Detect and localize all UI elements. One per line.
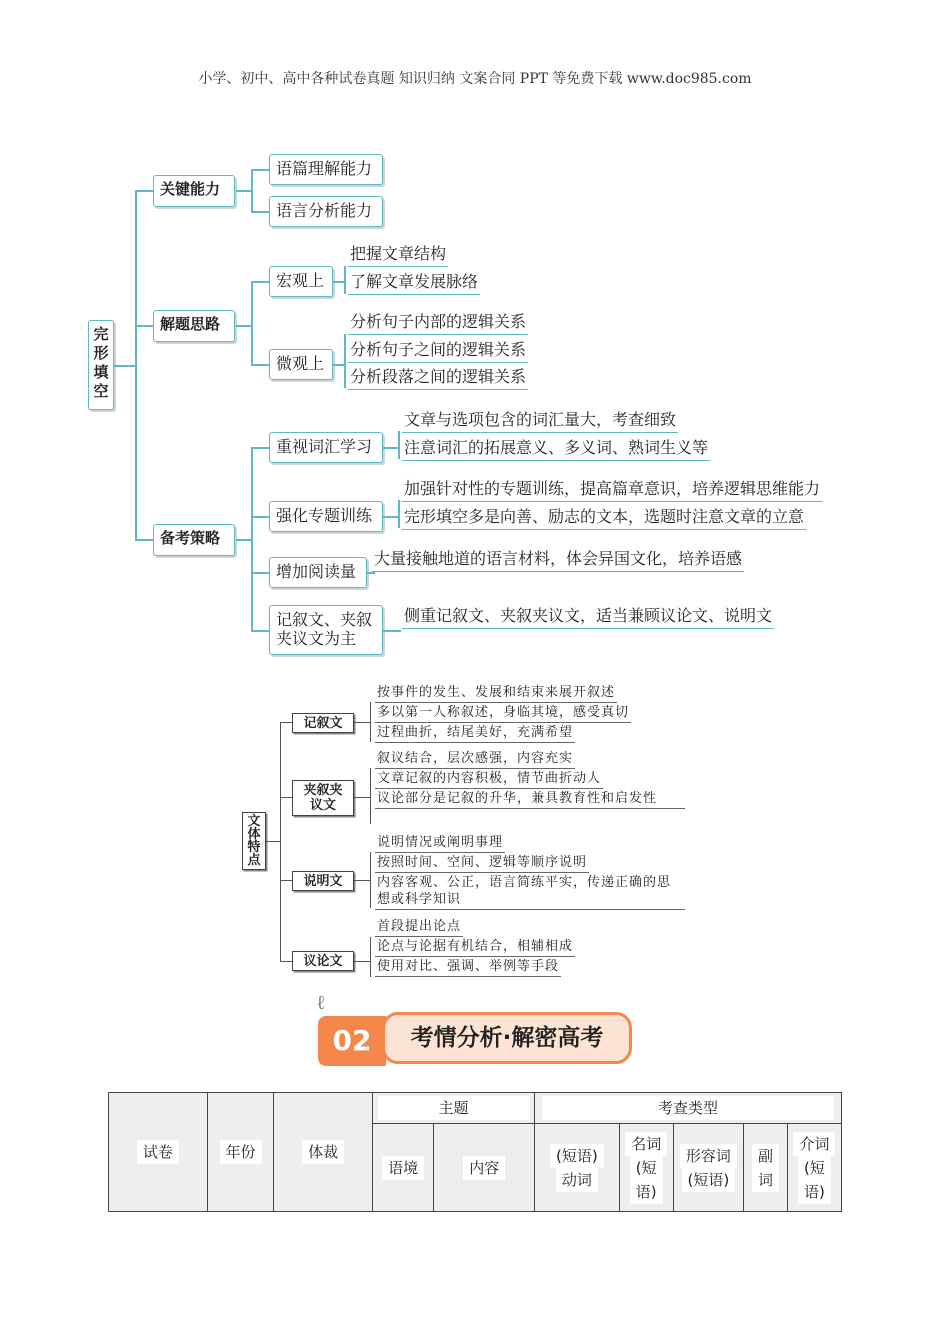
connector [398, 500, 400, 528]
genre-expository [292, 871, 354, 891]
connector [344, 266, 346, 294]
node-macro [269, 266, 333, 297]
cell-text: 内容 [463, 1156, 505, 1180]
genre-label: 议论文 [303, 954, 343, 969]
connector [236, 539, 252, 541]
detail-text: 侧重记叙文、夹叙夹议文，适当兼顾议论文、说明文 [402, 606, 774, 629]
genre-detail: 议论部分是记叙的升华，兼具教育性和启发性 [375, 790, 685, 809]
node-reading-volume [269, 557, 367, 588]
cell-text: 语) [798, 1180, 831, 1204]
connector [398, 431, 400, 459]
genre-detail: 过程曲折，结尾美好，充满希望 [375, 724, 575, 743]
cell-text: 副 [752, 1144, 779, 1168]
branch-label: 解题思路 [160, 315, 221, 333]
header-context [373, 1124, 434, 1212]
branch-solving-approach [153, 310, 235, 342]
header-noun [619, 1124, 673, 1212]
detail-text: 把握文章结构 [348, 244, 448, 267]
connector [236, 190, 252, 192]
connector [251, 447, 253, 630]
cell-text: 介词 [793, 1132, 835, 1156]
connector [370, 937, 371, 977]
cell-text: (短语) [682, 1168, 736, 1192]
node-discourse-understanding [269, 154, 383, 185]
cell-text: 语境 [382, 1156, 424, 1180]
connector [114, 365, 136, 367]
connector [251, 630, 269, 632]
cell-text: 主题 [378, 1096, 530, 1120]
connector [354, 880, 370, 881]
header-types [535, 1093, 842, 1124]
genre-detail: 叙议结合，层次感强，内容充实 [375, 750, 575, 769]
node-vocabulary [269, 432, 383, 463]
connector [266, 841, 280, 842]
connector [251, 516, 269, 518]
connector [251, 447, 269, 449]
root-node [88, 320, 114, 410]
cell-text: 形容词 [680, 1144, 737, 1168]
detail-text: 完形填空多是向善、励志的文本，选题时注意文章的立意 [402, 507, 806, 530]
connector [135, 325, 153, 327]
node-label: 语言分析能力 [276, 201, 373, 220]
branch-label: 备考策略 [160, 529, 221, 547]
node-label: 增加阅读量 [276, 562, 357, 581]
detail-text: 大量接触地道的语言材料，体会异国文化，培养语感 [372, 549, 744, 572]
genre-detail: 多以第一人称叙述，身临其境，感受真切 [375, 704, 631, 723]
connector [251, 572, 269, 574]
header-year [207, 1093, 273, 1212]
page-header: 小学、初中、高中各种试卷真题 知识归纳 文案合同 PPT 等免费下载 www.doc985.com [198, 71, 752, 87]
exam-analysis-table [108, 1092, 842, 1212]
node-label: 宏观上 [276, 271, 325, 290]
node-topic-training [269, 501, 383, 532]
connector [251, 211, 269, 213]
genre-detail: 论点与论据有机结合，相辅相成 [375, 938, 575, 957]
cell-text: (短 [630, 1156, 663, 1180]
connector [383, 447, 399, 449]
connector [354, 722, 370, 723]
genre-label: 说明文 [303, 874, 343, 889]
cell-text: (短语) [550, 1144, 604, 1168]
connector [251, 169, 253, 211]
section-badge [316, 990, 638, 1068]
cell-text: (短 [798, 1156, 831, 1180]
curl-decoration-icon: ℓ [316, 990, 326, 1014]
connector [251, 281, 253, 365]
connector [344, 334, 346, 388]
cell-text: 动词 [556, 1168, 598, 1192]
genre-label: 夹叙夹 [303, 783, 343, 798]
connector [251, 364, 269, 366]
connector [251, 281, 269, 283]
connector [280, 961, 292, 962]
genre-detail: 说明情况或阐明事理 [375, 834, 505, 853]
genre-label: 记叙文 [303, 716, 343, 731]
node-label: 强化专题训练 [276, 506, 373, 525]
connector [280, 880, 292, 881]
connector [370, 768, 371, 824]
header-paper [109, 1093, 208, 1212]
detail-text: 分析句子内部的逻辑关系 [348, 312, 528, 335]
genre-narrative [292, 713, 354, 733]
cell-text: 考查类型 [542, 1096, 834, 1120]
connector [135, 539, 153, 541]
node-label: 语篇理解能力 [276, 159, 373, 178]
branch-prep-strategy [153, 524, 235, 556]
detail-text: 了解文章发展脉络 [348, 272, 480, 295]
genre-detail: 文章记叙的内容积极，情节曲折动人 [375, 770, 603, 789]
node-language-analysis [269, 196, 383, 227]
cell-text: 年份 [220, 1140, 262, 1164]
header-preposition [787, 1124, 841, 1212]
connector [367, 572, 375, 574]
genre-detail: 首段提出论点 [375, 918, 463, 937]
cell-text: 名词 [625, 1132, 667, 1156]
node-narrative-focus [269, 605, 383, 655]
branch-key-abilities [153, 175, 235, 207]
genre-root-node [242, 812, 266, 870]
genre-detail: 按事件的发生、发展和结束来展开叙述 [375, 684, 617, 703]
detail-text: 注意词汇的拓展意义、多义词、熟词生义等 [402, 438, 710, 461]
header-theme [373, 1093, 535, 1124]
connector [370, 852, 371, 908]
cell-text: 试卷 [137, 1140, 179, 1164]
section-number: 02 [318, 1016, 386, 1066]
node-label: 记叙文、夹叙 [276, 610, 373, 629]
cell-text: 体裁 [302, 1140, 344, 1164]
header-verb [535, 1124, 620, 1212]
genre-narrative-argument [292, 780, 354, 816]
detail-text: 加强针对性的专题训练，提高篇章意识，培养逻辑思维能力 [402, 479, 822, 502]
section-title: 考情分析·解密高考 [382, 1012, 632, 1064]
node-label: 微观上 [276, 354, 325, 373]
node-label: 夹议文为主 [276, 629, 357, 649]
header-adverb [744, 1124, 788, 1212]
connector [135, 190, 137, 540]
genre-label: 议文 [309, 798, 336, 813]
genre-detail: 按照时间、空间、逻辑等顺序说明 [375, 854, 589, 873]
connector [251, 169, 269, 171]
node-micro [269, 349, 333, 380]
connector [236, 325, 252, 327]
connector [370, 702, 371, 742]
connector [280, 722, 281, 962]
cell-text: 语) [630, 1180, 663, 1204]
genre-argumentative [292, 951, 354, 971]
connector [354, 797, 370, 798]
node-label: 重视词汇学习 [276, 437, 373, 456]
connector [354, 961, 370, 962]
genre-detail: 内容客观、公正，语言简练平实，传递正确的思想或科学知识 [375, 874, 685, 910]
connector [280, 722, 292, 723]
connector [383, 516, 399, 518]
detail-text: 分析句子之间的逻辑关系 [348, 340, 528, 363]
root-label: 完形填空 [93, 325, 109, 400]
detail-text: 文章与选项包含的词汇量大，考查细致 [402, 410, 678, 433]
connector [135, 190, 153, 192]
connector [383, 630, 401, 632]
branch-label: 关键能力 [160, 180, 221, 198]
cell-text: 词 [752, 1168, 779, 1192]
detail-text: 分析段落之间的逻辑关系 [348, 367, 528, 390]
genre-detail: 使用对比、强调、举例等手段 [375, 958, 561, 977]
header-adjective [673, 1124, 743, 1212]
header-content [434, 1124, 535, 1212]
header-genre [274, 1093, 373, 1212]
root-label: 文体特点 [247, 814, 261, 868]
connector [280, 797, 292, 798]
